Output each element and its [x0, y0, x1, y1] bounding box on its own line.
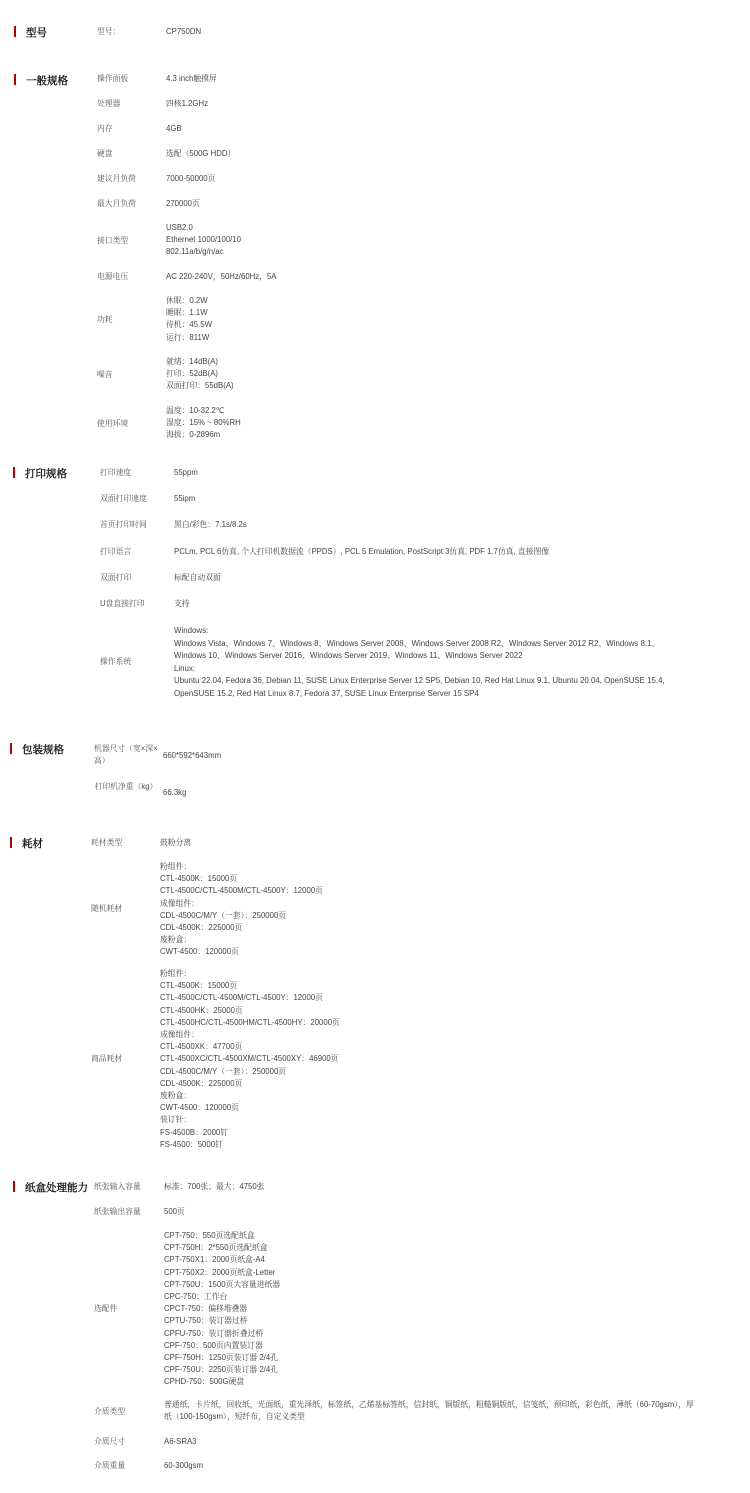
- spec-value: CP750DN: [166, 27, 202, 36]
- spec-value: 粉组件： CTL-4500K：15000页 CTL-4500C/CTL-4500M/CTL-4500Y：12000页 成像组件： CDL-4500C/M/Y（一套）：250000页 CDL-4500K：225000页 废粉盒： CWT-4500：120000页: [160, 862, 323, 957]
- spec-value: 270000页: [166, 199, 200, 208]
- section-title-print: 打印规格: [25, 468, 67, 480]
- spec-value: 7000-50000页: [166, 174, 216, 183]
- spec-value: 60-300gsm: [164, 1461, 204, 1470]
- spec-value: 休眠：0.2W 睡眠：1.1W 待机：45.5W 运行：811W: [166, 296, 212, 342]
- spec-value: 温度：10-32.2℃ 湿度：15% ~ 80%RH 海拔：0-2896m: [166, 406, 241, 440]
- spec-value: 55ppm: [174, 468, 198, 477]
- spec-label: 随机耗材: [91, 904, 123, 913]
- spec-value: 标配自动双面: [174, 573, 221, 582]
- spec-label: 选配件: [94, 1304, 118, 1313]
- section-title-package: 包装规格: [22, 744, 64, 756]
- spec-value: 660*592*643mm: [163, 751, 222, 760]
- spec-value: 标准：700张；最大：4750张: [164, 1182, 265, 1191]
- spec-value: A6-SRA3: [164, 1437, 197, 1446]
- spec-value: 粉组件： CTL-4500K：15000页 CTL-4500C/CTL-4500M/CTL-4500Y：12000页 CTL-4500HK：25000页 CTL-4500HC/CTL-4500HM/CTL-4500HY：20000页 成像组件： CTL-4500XK：47700页 CTL-4500XC/CTL-4500XM/CTL-4500XY：46900页 CDL-4500C/M/Y（一套）：250000页 CDL-4500K：225000页 废粉盒： CWT-4500：120000页 装订针： FS-4500B：2000钉 FS-4500：5000钉: [160, 969, 340, 1149]
- spec-value: 55ipm: [174, 494, 196, 503]
- spec-label: 电源电压: [97, 272, 129, 281]
- spec-value: 鼓粉分离: [160, 838, 192, 847]
- spec-value: USB2.0 Ethernet 1000/100/10 802.11a/b/g/n/ac: [166, 223, 241, 257]
- spec-value: AC 220-240V，50Hz/60Hz，5A: [166, 272, 277, 281]
- spec-value: 4GB: [166, 124, 182, 133]
- spec-value: 选配（500G HDD）: [166, 149, 236, 158]
- spec-label: 介质类型: [94, 1407, 126, 1416]
- spec-label: 纸张输入容量: [94, 1182, 141, 1191]
- spec-label: 型号：: [97, 27, 121, 36]
- spec-label: 打印机净重（kg）: [94, 782, 158, 791]
- spec-label: 硬盘: [97, 149, 113, 158]
- spec-label: 噪音: [97, 370, 113, 379]
- spec-value: 四核1.2GHz: [166, 99, 209, 108]
- spec-label: 耗材类型: [91, 838, 123, 847]
- section-title-paper: 纸盒处理能力: [25, 1182, 88, 1194]
- spec-label: U盘直接打印: [100, 599, 145, 608]
- spec-label: 纸张输出容量: [94, 1207, 141, 1216]
- spec-label: 操作系统: [100, 657, 132, 666]
- spec-label: 双面打印: [100, 573, 132, 582]
- spec-label: 使用环境: [97, 419, 129, 428]
- spec-value: 就绪：14dB(A) 打印：52dB(A) 双面打印：55dB(A): [166, 357, 234, 391]
- spec-label: 首页打印时间: [100, 520, 147, 529]
- spec-value: 普通纸，卡片纸，回收纸，光面纸，重光泽纸，标签纸，乙烯基标签纸，信封纸，铜版纸，粗糙铜版纸，信笺纸，预印纸，彩色纸，薄纸（60-70gsm），厚 纸（100-150gsm），短纤布，自定义类型: [164, 1400, 694, 1422]
- section-title-consumables: 耗材: [22, 838, 43, 850]
- spec-value: 黑白/彩色：7.1s/8.2s: [174, 520, 247, 529]
- spec-label: 最大月负荷: [97, 199, 136, 208]
- spec-label: 商品耗材: [91, 1054, 123, 1063]
- spec-label: 功耗: [97, 315, 113, 324]
- spec-value: CPT-750：550页选配纸盒 CPT-750H：2*550页选配纸盒 CPT-750X1：2000页纸盒-A4 CPT-750X2：2000页纸盒-Letter CPT-750U：1500页大容量进纸器 CPC-750：工作台 CPCT-750：偏移堆叠器 CPTU-750：装订器过桥 CPFU-750：装订器折叠过桥 CPF-750：500页内置装订器 CPF-750H：1250页装订器 2/4孔 CPF-750U：2250页装订器 2/4孔 CPHD-750：500G硬盘: [164, 1231, 281, 1387]
- spec-value: 500页: [164, 1207, 185, 1216]
- spec-label: 处理器: [97, 99, 121, 108]
- spec-label: 打印语言: [100, 547, 132, 556]
- spec-value: 66.3kg: [163, 788, 187, 797]
- section-title-general: 一般规格: [26, 75, 68, 87]
- section-title-model: 型号: [26, 27, 47, 39]
- spec-label: 介质尺寸: [94, 1437, 126, 1446]
- spec-label: 介质重量: [94, 1461, 126, 1470]
- spec-label: 操作面板: [97, 74, 129, 83]
- spec-label: 内存: [97, 124, 113, 133]
- spec-value: 4.3 inch触摸屏: [166, 74, 217, 83]
- spec-label: 双面打印速度: [100, 494, 147, 503]
- spec-value: PCLm, PCL 6仿真, 个人打印机数据流（PPDS）, PCL 5 Emulation, PostScript 3仿真, PDF 1.7仿真, 直接图像: [174, 547, 550, 556]
- spec-value: Windows: Windows Vista、Windows 7、Windows 8、Windows Server 2008、Windows Server 2008 R2、Windows Server 2012 R2、Windows 8.1、 Windows 10、Windows Server 2016、Windows Server 2019、Windows 11、Windows Server 2022 Linux: Ubuntu 22.04, Fedora 36, Debian 11, SUSE Linux Enterprise Server 12 SP5, Debian 10, Red Hat Linux 9.1, Ubuntu 20.04, OpenSUSE 15.4, OpenSUSE 15.2, Red Hat Linux 8.7, Fedora 37, SUSE Linux Enterprise Server 15 SP4: [174, 626, 665, 698]
- spec-label: 打印速度: [100, 468, 132, 477]
- spec-label: 建议月负荷: [97, 174, 136, 183]
- spec-label: 接口类型: [97, 236, 129, 245]
- spec-label: 机器尺寸（宽×深×高）: [94, 744, 158, 765]
- spec-value: 支持: [174, 599, 190, 608]
